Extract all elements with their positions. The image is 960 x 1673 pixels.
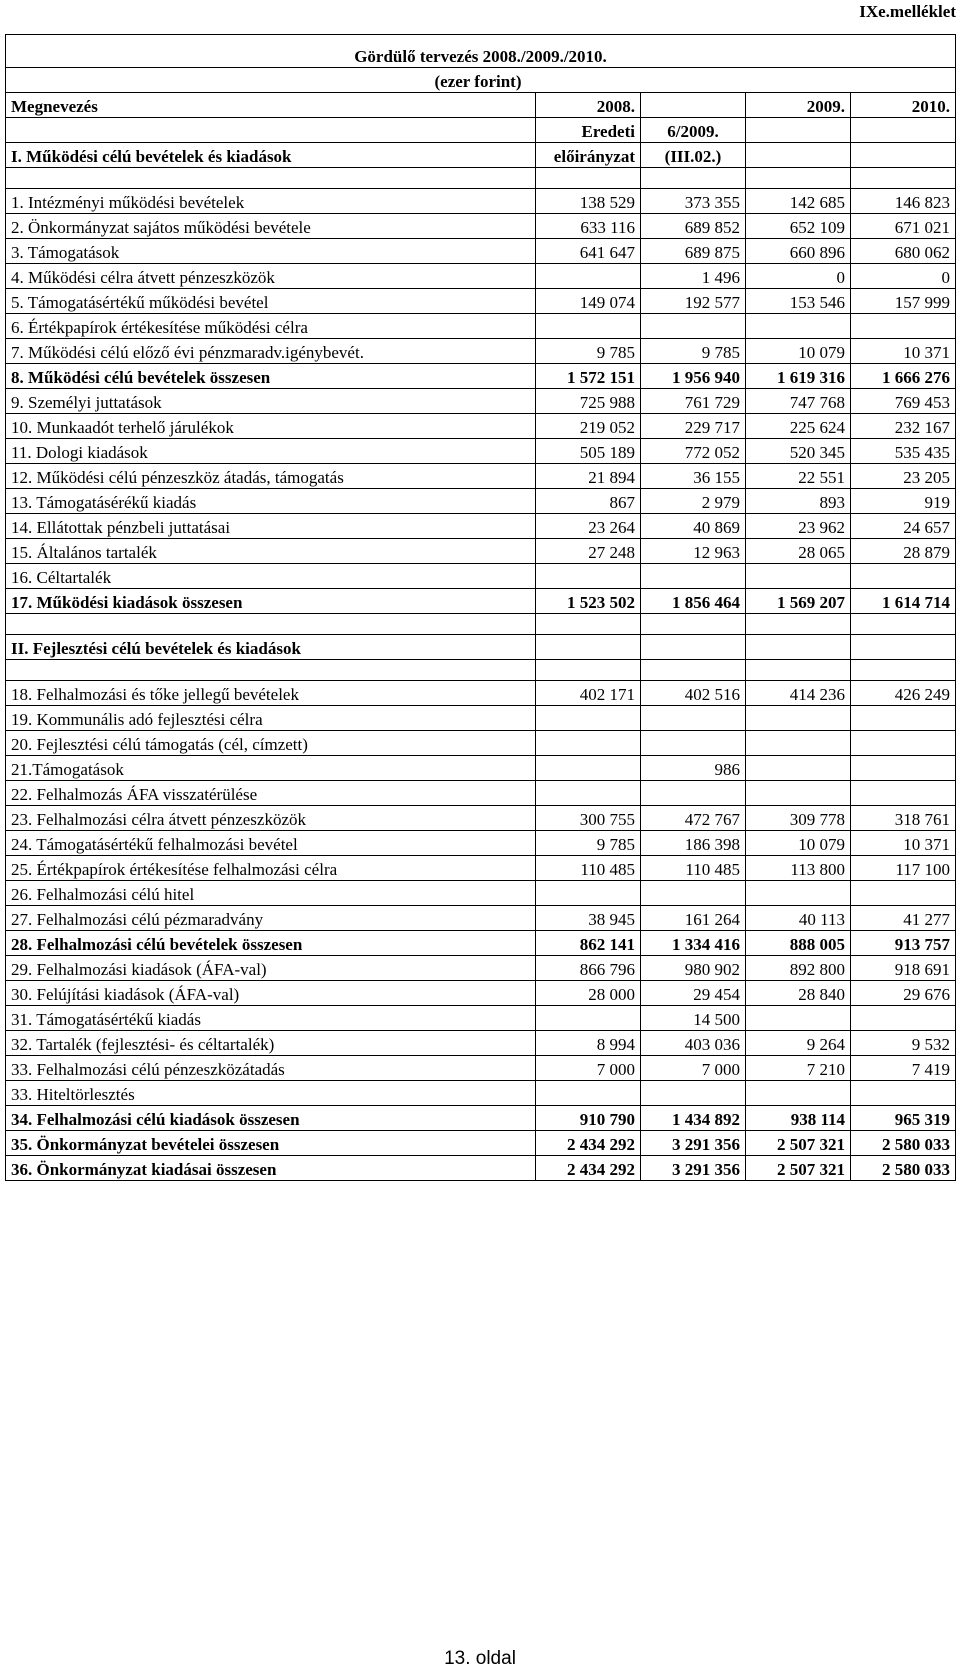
value-cell: 689 852 (641, 214, 746, 239)
subheader-row (6, 118, 956, 143)
value-cell: 1 523 502 (536, 589, 641, 614)
value-cell: 3 291 356 (641, 1131, 746, 1156)
value-cell: 225 624 (746, 414, 851, 439)
value-cell (641, 1081, 746, 1106)
value-cell: 414 236 (746, 681, 851, 706)
value-cell (536, 731, 641, 756)
row-label: 22. Felhalmozás ÁFA visszatérülése (6, 781, 536, 806)
table-row (6, 856, 956, 881)
value-cell: 892 800 (746, 956, 851, 981)
value-cell: 938 114 (746, 1106, 851, 1131)
value-cell: 22 551 (746, 464, 851, 489)
value-cell: 403 036 (641, 1031, 746, 1056)
value-cell (536, 781, 641, 806)
value-cell (746, 881, 851, 906)
table-row (6, 439, 956, 464)
value-cell: 10 371 (851, 339, 956, 364)
table-row (6, 881, 956, 906)
value-cell: 9 785 (641, 339, 746, 364)
subheader-cell: Eredeti (536, 118, 641, 143)
value-cell: 10 371 (851, 831, 956, 856)
row-label: 36. Önkormányzat kiadásai összesen (6, 1156, 536, 1181)
value-cell: 1 614 714 (851, 589, 956, 614)
value-cell: 1 572 151 (536, 364, 641, 389)
table-row (6, 364, 956, 389)
table-row (6, 831, 956, 856)
row-label: 28. Felhalmozási célú bevételek összesen (6, 931, 536, 956)
table-row (6, 189, 956, 214)
value-cell: 2 580 033 (851, 1131, 956, 1156)
table-row (6, 339, 956, 364)
value-cell: 36 155 (641, 464, 746, 489)
value-cell: 29 676 (851, 981, 956, 1006)
value-cell: 41 277 (851, 906, 956, 931)
table-row (6, 1056, 956, 1081)
value-cell: 1 856 464 (641, 589, 746, 614)
table-row (6, 489, 956, 514)
table-row (6, 756, 956, 781)
table-row (6, 1031, 956, 1056)
table-row (6, 1106, 956, 1131)
value-cell: 426 249 (851, 681, 956, 706)
row-label: 4. Működési célra átvett pénzeszközök (6, 264, 536, 289)
value-cell: 9 532 (851, 1031, 956, 1056)
value-cell: 219 052 (536, 414, 641, 439)
row-label: 24. Támogatásértékű felhalmozási bevétel (6, 831, 536, 856)
value-cell: 913 757 (851, 931, 956, 956)
value-cell: 149 074 (536, 289, 641, 314)
value-cell: 27 248 (536, 539, 641, 564)
table-row (6, 781, 956, 806)
value-cell (746, 564, 851, 589)
value-cell (746, 1006, 851, 1031)
table-row (6, 289, 956, 314)
value-cell: 10 079 (746, 831, 851, 856)
value-cell: 7 000 (536, 1056, 641, 1081)
value-cell (851, 781, 956, 806)
table-row (6, 681, 956, 706)
value-cell (536, 706, 641, 731)
value-cell: 23 205 (851, 464, 956, 489)
row-label: 6. Értékpapírok értékesítése működési célra (6, 314, 536, 339)
value-cell: 14 500 (641, 1006, 746, 1031)
table-title: Gördülő tervezés 2008./2009./2010. (6, 35, 956, 68)
value-cell: 1 956 940 (641, 364, 746, 389)
value-cell: 980 902 (641, 956, 746, 981)
value-cell: 0 (851, 264, 956, 289)
table-row (6, 414, 956, 439)
value-cell (536, 564, 641, 589)
table-row (6, 539, 956, 564)
row-label: 8. Működési célú bevételek összesen (6, 364, 536, 389)
table-row (6, 239, 956, 264)
value-cell (536, 314, 641, 339)
value-cell: 153 546 (746, 289, 851, 314)
row-label: 34. Felhalmozási célú kiadások összesen (6, 1106, 536, 1131)
value-cell: 373 355 (641, 189, 746, 214)
value-cell: 2 507 321 (746, 1131, 851, 1156)
table-row (6, 464, 956, 489)
table-row (6, 706, 956, 731)
value-cell: 9 785 (536, 339, 641, 364)
table-row (6, 214, 956, 239)
row-label: 30. Felújítási kiadások (ÁFA-val) (6, 981, 536, 1006)
value-cell: 23 264 (536, 514, 641, 539)
row-label: 23. Felhalmozási célra átvett pénzeszközök (6, 806, 536, 831)
value-cell: 472 767 (641, 806, 746, 831)
value-cell: 680 062 (851, 239, 956, 264)
value-cell: 769 453 (851, 389, 956, 414)
budget-table-body (6, 35, 956, 1181)
row-label: 1. Intézményi működési bevételek (6, 189, 536, 214)
spacer-row (6, 660, 956, 681)
value-cell: 761 729 (641, 389, 746, 414)
value-cell: 161 264 (641, 906, 746, 931)
section-row (6, 635, 956, 660)
year-header: 2010. (851, 93, 956, 118)
value-cell: 1 434 892 (641, 1106, 746, 1131)
row-label: 3. Támogatások (6, 239, 536, 264)
year-header (641, 93, 746, 118)
row-label: 27. Felhalmozási célú pézmaradvány (6, 906, 536, 931)
value-cell: 40 113 (746, 906, 851, 931)
value-cell: 192 577 (641, 289, 746, 314)
row-label: 26. Felhalmozási célú hitel (6, 881, 536, 906)
value-cell: 2 580 033 (851, 1156, 956, 1181)
row-label: 35. Önkormányzat bevételei összesen (6, 1131, 536, 1156)
value-cell (536, 264, 641, 289)
value-cell (746, 781, 851, 806)
subheader-cell: 6/2009. (641, 118, 746, 143)
unit-row (6, 68, 956, 93)
value-cell: 1 496 (641, 264, 746, 289)
value-cell: 965 319 (851, 1106, 956, 1131)
value-cell: 318 761 (851, 806, 956, 831)
table-row (6, 514, 956, 539)
value-cell (746, 756, 851, 781)
row-label: 9. Személyi juttatások (6, 389, 536, 414)
table-row (6, 389, 956, 414)
table-row (6, 589, 956, 614)
value-cell: 3 291 356 (641, 1156, 746, 1181)
value-cell: 138 529 (536, 189, 641, 214)
value-cell: 2 434 292 (536, 1156, 641, 1181)
value-cell: 888 005 (746, 931, 851, 956)
value-cell: 117 100 (851, 856, 956, 881)
value-cell: 21 894 (536, 464, 641, 489)
value-cell (851, 1081, 956, 1106)
table-row (6, 806, 956, 831)
value-cell: 29 454 (641, 981, 746, 1006)
value-cell: 671 021 (851, 214, 956, 239)
title-row (6, 35, 956, 68)
value-cell: 142 685 (746, 189, 851, 214)
value-cell: 146 823 (851, 189, 956, 214)
value-cell: 725 988 (536, 389, 641, 414)
row-label: 19. Kommunális adó fejlesztési célra (6, 706, 536, 731)
value-cell (536, 1006, 641, 1031)
value-cell: 10 079 (746, 339, 851, 364)
row-label: 14. Ellátottak pénzbeli juttatásai (6, 514, 536, 539)
value-cell: 1 334 416 (641, 931, 746, 956)
table-row (6, 731, 956, 756)
value-cell: 38 945 (536, 906, 641, 931)
row-label: 21.Támogatások (6, 756, 536, 781)
value-cell: 12 963 (641, 539, 746, 564)
value-cell (746, 731, 851, 756)
value-cell: 7 210 (746, 1056, 851, 1081)
row-label: 16. Céltartalék (6, 564, 536, 589)
row-label: 12. Működési célú pénzeszköz átadás, támogatás (6, 464, 536, 489)
spacer-row (6, 614, 956, 635)
value-cell (851, 756, 956, 781)
value-cell: 7 419 (851, 1056, 956, 1081)
value-cell: 229 717 (641, 414, 746, 439)
value-cell (851, 731, 956, 756)
value-cell: 919 (851, 489, 956, 514)
value-cell (746, 1081, 851, 1106)
value-cell: 300 755 (536, 806, 641, 831)
year-header: 2009. (746, 93, 851, 118)
value-cell: 28 879 (851, 539, 956, 564)
value-cell: 641 647 (536, 239, 641, 264)
table-row (6, 981, 956, 1006)
row-label: 18. Felhalmozási és tőke jellegű bevételek (6, 681, 536, 706)
spacer-row (6, 168, 956, 189)
value-cell: 535 435 (851, 439, 956, 464)
value-cell: 113 800 (746, 856, 851, 881)
row-label: 33. Hiteltörlesztés (6, 1081, 536, 1106)
value-cell (641, 731, 746, 756)
row-label: 7. Működési célú előző évi pénzmaradv.igénybevét. (6, 339, 536, 364)
value-cell: 747 768 (746, 389, 851, 414)
row-label: 11. Dologi kiadások (6, 439, 536, 464)
value-cell (851, 1006, 956, 1031)
budget-table (5, 34, 956, 1181)
value-cell: 918 691 (851, 956, 956, 981)
value-cell: 28 840 (746, 981, 851, 1006)
table-row (6, 1081, 956, 1106)
row-label: 5. Támogatásértékű működési bevétel (6, 289, 536, 314)
value-cell: 232 167 (851, 414, 956, 439)
value-cell (851, 564, 956, 589)
row-label: 10. Munkaadót terhelő járulékok (6, 414, 536, 439)
value-cell: 867 (536, 489, 641, 514)
value-cell: 505 189 (536, 439, 641, 464)
value-cell: 23 962 (746, 514, 851, 539)
value-cell: 986 (641, 756, 746, 781)
page-number: 13. oldal (444, 1648, 516, 1669)
table-row (6, 1156, 956, 1181)
row-label: 25. Értékpapírok értékesítése felhalmozási célra (6, 856, 536, 881)
value-cell: 2 507 321 (746, 1156, 851, 1181)
value-cell: 402 516 (641, 681, 746, 706)
value-cell: 1 619 316 (746, 364, 851, 389)
value-cell: 910 790 (536, 1106, 641, 1131)
value-cell: 772 052 (641, 439, 746, 464)
value-cell: 2 979 (641, 489, 746, 514)
value-cell (851, 881, 956, 906)
section-title: II. Fejlesztési célú bevételek és kiadások (6, 635, 536, 660)
subheader-row (6, 143, 956, 168)
value-cell: 7 000 (641, 1056, 746, 1081)
row-label: 2. Önkormányzat sajátos működési bevétele (6, 214, 536, 239)
value-cell (536, 756, 641, 781)
table-row (6, 956, 956, 981)
value-cell: 402 171 (536, 681, 641, 706)
table-unit: (ezer forint) (6, 68, 956, 93)
value-cell: 9 264 (746, 1031, 851, 1056)
table-row (6, 931, 956, 956)
value-cell (641, 314, 746, 339)
value-cell: 866 796 (536, 956, 641, 981)
value-cell: 2 434 292 (536, 1131, 641, 1156)
row-label: 17. Működési kiadások összesen (6, 589, 536, 614)
annex-label: IXe.melléklet (859, 2, 956, 21)
table-row (6, 314, 956, 339)
value-cell: 110 485 (536, 856, 641, 881)
value-cell (851, 314, 956, 339)
year-header: 2008. (536, 93, 641, 118)
value-cell (641, 781, 746, 806)
row-label: 29. Felhalmozási kiadások (ÁFA-val) (6, 956, 536, 981)
value-cell (641, 881, 746, 906)
table-row (6, 1006, 956, 1031)
table-row (6, 1131, 956, 1156)
value-cell: 8 994 (536, 1031, 641, 1056)
subheader-cell: (III.02.) (641, 143, 746, 168)
table-row (6, 264, 956, 289)
value-cell: 9 785 (536, 831, 641, 856)
row-label: 33. Felhalmozási célú pénzeszközátadás (6, 1056, 536, 1081)
value-cell: 1 666 276 (851, 364, 956, 389)
value-cell (746, 706, 851, 731)
value-cell: 689 875 (641, 239, 746, 264)
value-cell: 633 116 (536, 214, 641, 239)
row-label: 31. Támogatásértékű kiadás (6, 1006, 536, 1031)
row-label: 15. Általános tartalék (6, 539, 536, 564)
value-cell: 24 657 (851, 514, 956, 539)
value-cell: 1 569 207 (746, 589, 851, 614)
name-column-header: Megnevezés (6, 93, 536, 118)
row-label: 32. Tartalék (fejlesztési- és céltartalék) (6, 1031, 536, 1056)
table-row (6, 906, 956, 931)
value-cell: 309 778 (746, 806, 851, 831)
value-cell: 893 (746, 489, 851, 514)
year-header-row (6, 93, 956, 118)
value-cell: 520 345 (746, 439, 851, 464)
row-label: 20. Fejlesztési célú támogatás (cél, címzett) (6, 731, 536, 756)
value-cell: 862 141 (536, 931, 641, 956)
value-cell (641, 706, 746, 731)
value-cell: 40 869 (641, 514, 746, 539)
value-cell: 110 485 (641, 856, 746, 881)
value-cell: 652 109 (746, 214, 851, 239)
row-label: 13. Támogatásérékű kiadás (6, 489, 536, 514)
value-cell (536, 881, 641, 906)
value-cell: 28 065 (746, 539, 851, 564)
table-row (6, 564, 956, 589)
subheader-cell: előirányzat (536, 143, 641, 168)
value-cell (641, 564, 746, 589)
section-title: I. Működési célú bevételek és kiadások (6, 143, 536, 168)
value-cell: 186 398 (641, 831, 746, 856)
value-cell: 157 999 (851, 289, 956, 314)
value-cell (536, 1081, 641, 1106)
value-cell (851, 706, 956, 731)
value-cell (746, 314, 851, 339)
value-cell: 660 896 (746, 239, 851, 264)
value-cell: 0 (746, 264, 851, 289)
value-cell: 28 000 (536, 981, 641, 1006)
